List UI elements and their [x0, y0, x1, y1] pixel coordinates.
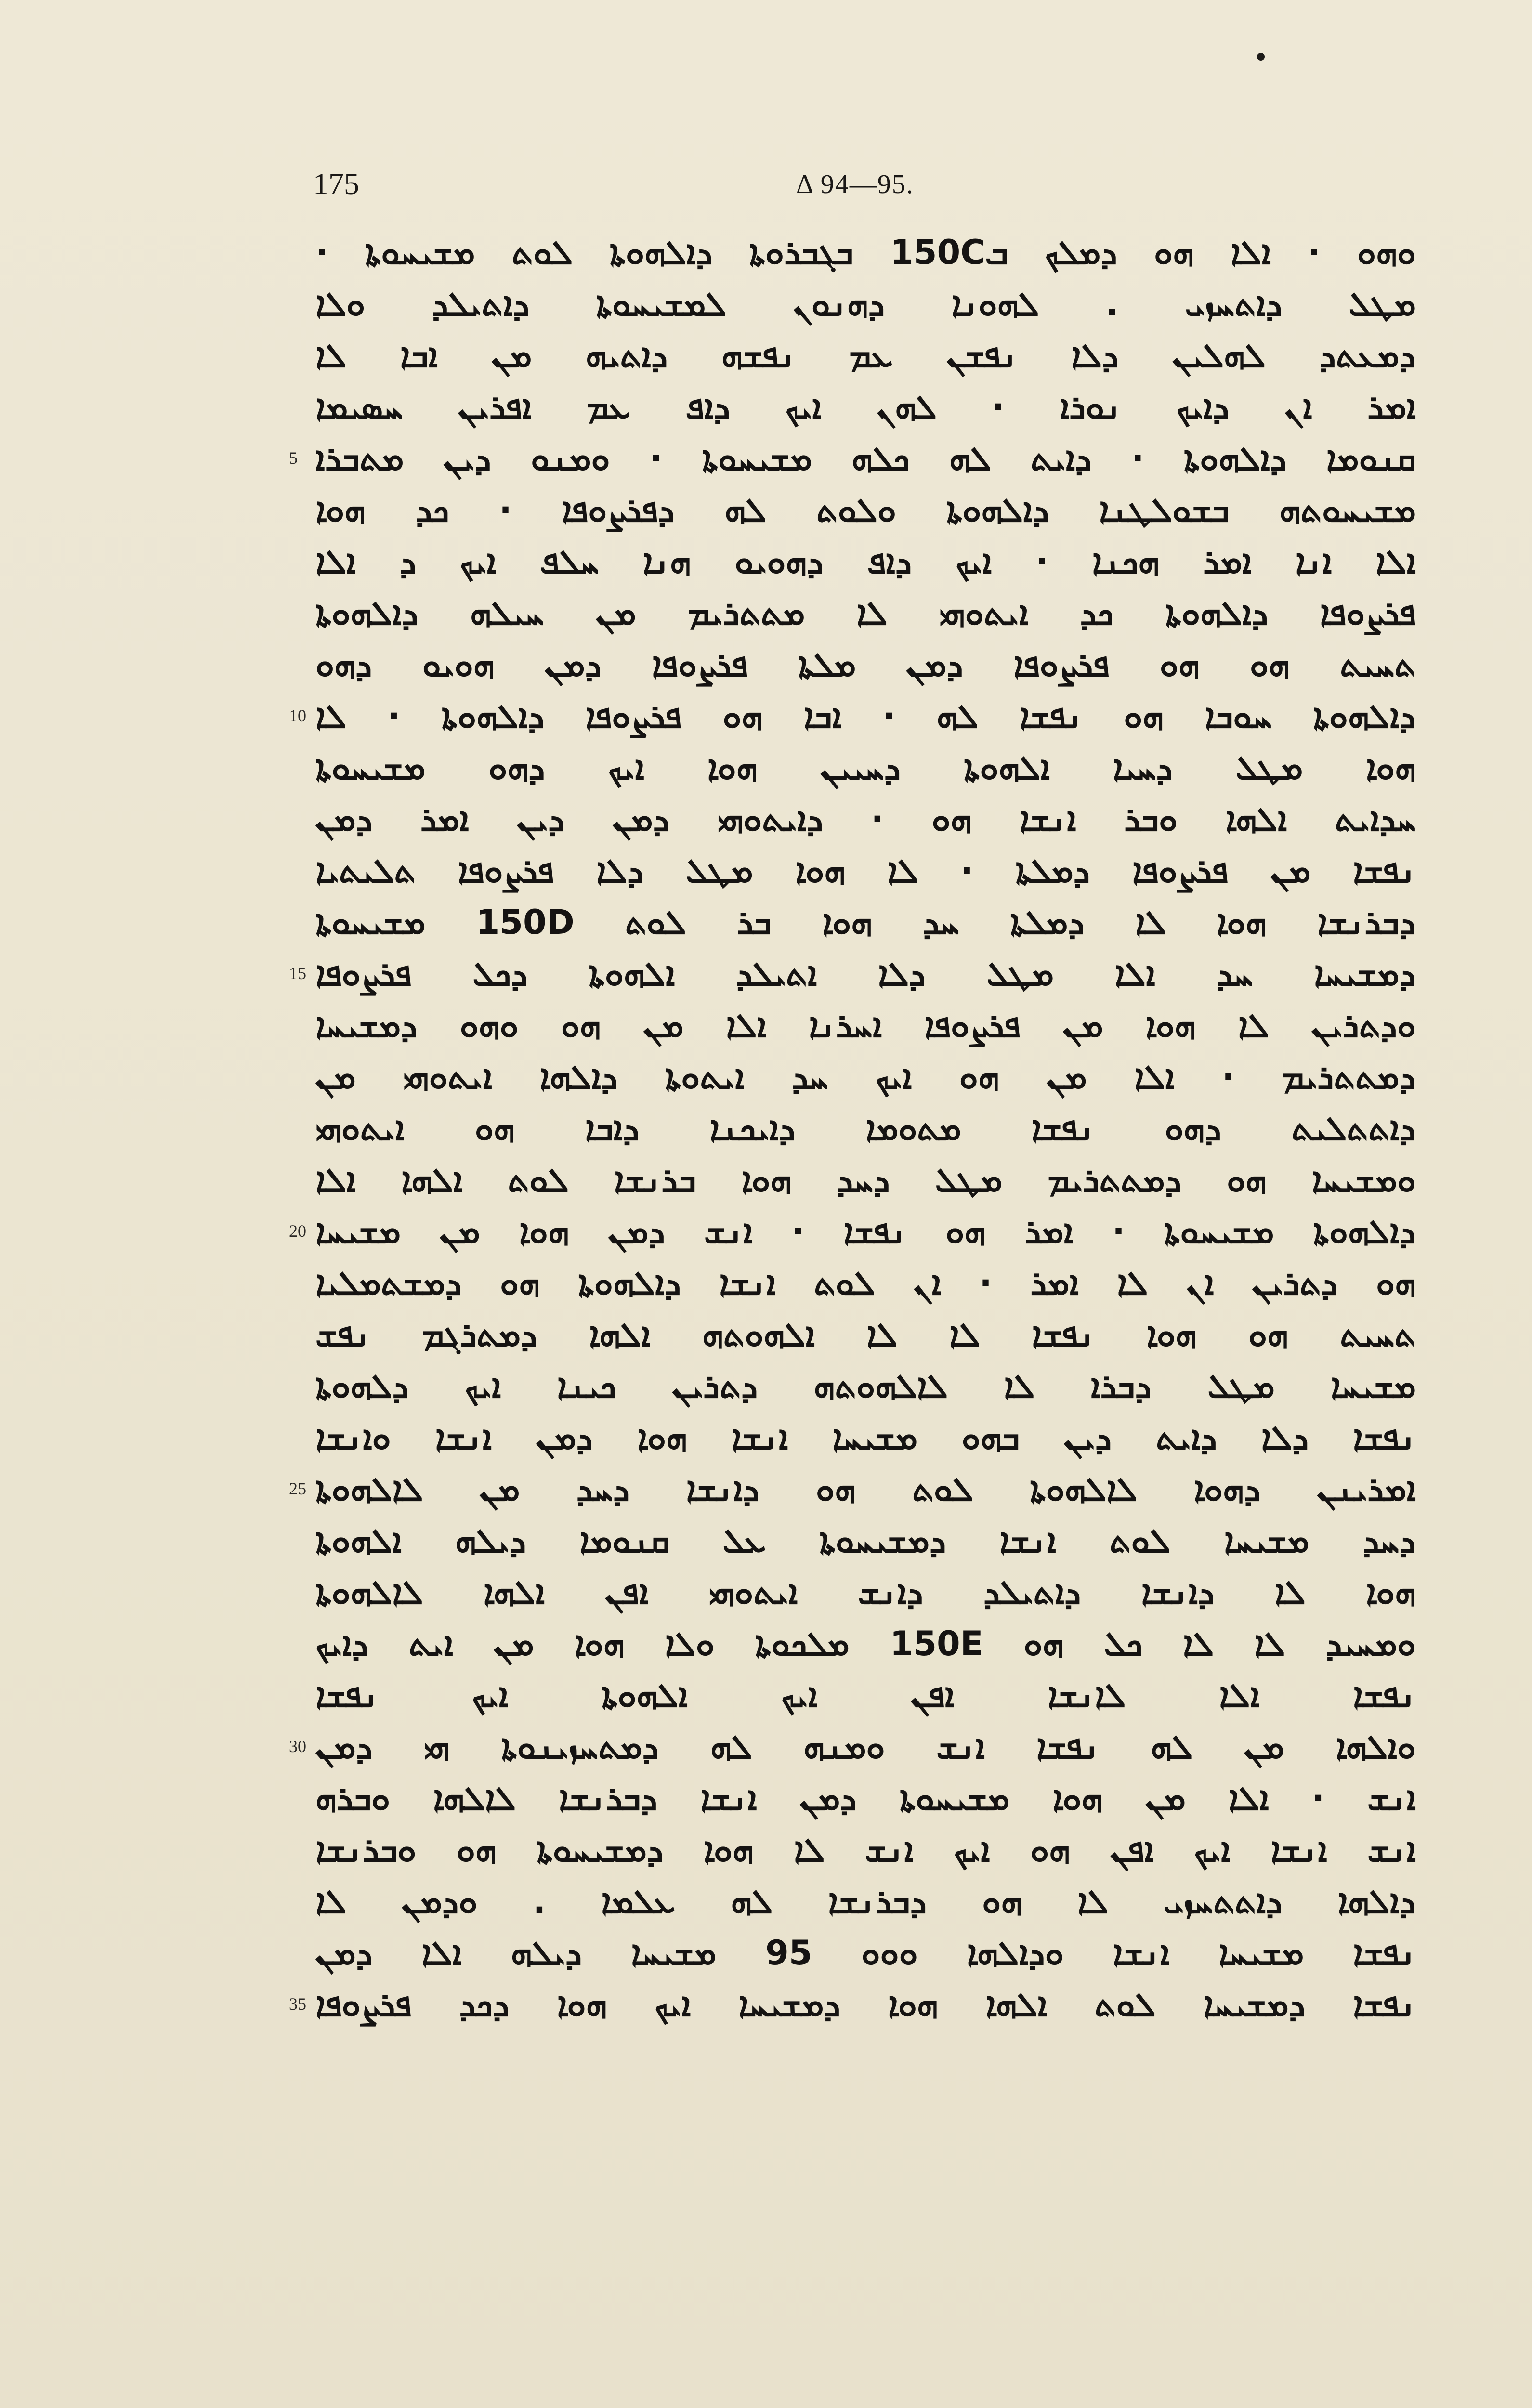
syriac-line-text: ܕܐܠܗܘܬܐ ܚܘܒܐ ܗܘ ܢܦܫܐ ܠܗ · ܐܒܐ ܗܘ ܦܪܨܘܦܐ ܕܐܠܗܘܬܐ · ܠܐ: [315, 696, 1416, 736]
syriac-line-text: ܐܠܐ ܐܢܐ ܐܡܪ ܗܟܢܐ · ܐܝܟ ܕܐܦ ܕܗܘܝܘ ܗܢܐ ܚܠܦ ܐܝܟ ܕ ܐܠܐ: [315, 542, 1416, 581]
syriac-line-text: ܐܡܪܝܢܢ ܕܗܘܐ ܠܐܠܗܘܬܐ ܠܘܬ ܗܘ ܕܐܢܫܐ ܕܚܕ ܡܢ ܠܐܠܗܘܬܐ: [315, 1469, 1416, 1509]
ink-speck: [1257, 53, 1265, 61]
syriac-line-text: ܘܡܚܝܕ ܠܐ ܠܐ ܟܠ ܗܘ 150E ܡܠܟܘܬܐ ܘܠܐ ܗܘܐ ܡܢ ܐܝܬ ܕܐܝܟ: [315, 1624, 1416, 1663]
syriac-line-text: ܘܕܬܪܝܢ ܠܐ ܗܘܐ ܡܢ ܦܪܨܘܦܐ ܐܚܪܢܐ ܐܠܐ ܡܢ ܗܘ ܘܗܘ ܕܡܫܝܚܐ: [315, 1006, 1416, 1045]
syriac-line-text: ܐܡܪ ܐܢ ܕܐܝܟ ܢܘܪܐ · ܠܗܢ ܐܝܟ ܕܐܦ ܥܡ ܐܦܪܝܢ ܚܣܝܡܐ: [315, 387, 1416, 427]
syriac-line-text: ܬܚܝܬ ܗܘ ܗܘ ܦܪܨܘܦܐ ܕܡܢ ܡܠܬܐ ܦܪܨܘܦܐ ܕܡܢ ܗܘܝܘ ܕܗܘ: [315, 645, 1416, 684]
syriac-line-text: ܕܐܬܬܠܝܬ ܕܗܘ ܢܦܫܐ ܡܬܘܡܐ ܕܐܝܟܢܐ ܕܐܒܐ ܗܘ ܐܝܬܘܗܝ: [315, 1109, 1416, 1148]
line-number: 35: [289, 1994, 306, 2014]
syriac-line-text: ܕܡܬܬܪܝܡ · ܐܠܐ ܡܢ ܗܘ ܐܝܟ ܚܕ ܐܝܬܘܬܐ ܕܐܠܗܐ ܐܝܬܘܗܝ ܡܢ: [315, 1057, 1416, 1097]
syriac-line-text: ܕܒܪܢܫܐ ܗܘܐ ܠܐ ܕܡܠܬܐ ܚܕ ܗܘܐ ܒܪ ܠܘܬ 150D ܡܫܝܚܘܬܐ: [315, 903, 1416, 942]
syriac-line-text: ܕܐܠܗܘܬܐ ܡܫܝܚܘܬܐ · ܐܡܪ ܗܘ ܢܦܫܐ · ܐܢܫ ܕܡܢ ܗܘܐ ܡܢ ܡܫܝܚܐ: [315, 1212, 1416, 1251]
text-line: [289, 1257, 1416, 1309]
syriac-line-text: ܢܦܫܐ ܡܫܝܚܐ ܐܢܫܐ ܘܕܐܠܗܐ ܘܘܘ 95 ܡܫܝܚܐ ܕܝܠܗ ܐܠܐ ܕܡܢ: [315, 1933, 1416, 1973]
syriac-line-text: ܢܦܫܐ ܡܢ ܦܪܨܘܦܐ ܕܡܠܬܐ · ܠܐ ܗܘܐ ܡܛܠ ܕܠܐ ܦܪܨܘܦܐ ܬܠܝܬܝܐ: [315, 851, 1416, 890]
text-line: [289, 1824, 1416, 1875]
line-number: 10: [289, 706, 306, 725]
text-line: [289, 484, 1416, 536]
line-number: 15: [289, 964, 306, 983]
syriac-line-text: ܡܫܝܚܘܬܗ ܒܫܘܠܛܢܐ ܕܐܠܗܘܬܐ ܘܠܘܬ ܠܗ ܕܦܪܨܘܦܐ · ܟܕ ܗܘܐ: [315, 490, 1416, 530]
line-number: 25: [289, 1479, 306, 1498]
text-line: [289, 1463, 1416, 1515]
text-line: [289, 1618, 1416, 1669]
text-line: [289, 1154, 1416, 1205]
syriac-line-text: ܘܗܘ · ܐܠܐ ܗܘ ܕܡܠܟ ܒ150C ܒܓܒܪܘܬܐ ܕܐܠܗܘܬܐ ܠܘܬ ܡܫܝܚܘܬܐ ·: [315, 233, 1416, 272]
text-line: [289, 1978, 1416, 2030]
page-number: 175: [313, 167, 359, 201]
text-line: [289, 639, 1416, 690]
syriac-line-text: ܕܐܠܗܐ ܕܐܬܬܚܙܝ ܠܐ ܗܘ ܕܒܪܢܫܐ ܠܗ ܥܠܡܐ . ܘܕܡܢ ܠܐ: [315, 1882, 1416, 1921]
text-line: [289, 381, 1416, 432]
syriac-line-text: ܚܕܐܝܬ ܐܠܗܐ ܘܒܪ ܐܢܫܐ ܗܘ · ܕܐܝܬܘܗܝ ܕܡܢ ܕܝܢ ܐܡܪ ܕܡܢ: [315, 799, 1416, 839]
text-line: [289, 536, 1416, 587]
text-line: [289, 690, 1416, 742]
text-line: [289, 793, 1416, 845]
page-header: [313, 166, 1416, 209]
syriac-line-text: ܕܚܕ ܡܫܝܚܐ ܠܘܬ ܐܢܫܐ ܕܡܫܝܚܘܬܐ ܥܠ ܩܢܘܡܐ ܕܝܠܗ ܐܠܗܘܬܐ: [315, 1521, 1416, 1560]
section-reference: Δ 94—95.: [796, 170, 914, 199]
text-line: [289, 587, 1416, 639]
syriac-line-text: ܦܪܨܘܦܐ ܕܐܠܗܘܬܐ ܟܕ ܐܝܬܘܗܝ ܠܐ ܡܬܬܪܝܡ ܡܢ ܚܝܠܗ ܕܐܠܗܘܬܐ: [315, 593, 1416, 633]
text-line: [289, 1515, 1416, 1566]
text-line: [289, 1721, 1416, 1772]
text-line: [289, 329, 1416, 381]
syriac-line-text: ܐܢܫ · ܐܠܐ ܡܢ ܗܘܐ ܡܫܝܚܘܬܐ ܕܡܢ ܐܢܫܐ ܕܒܪܢܫܐ ܠܐܠܗܐ ܘܒܪܗ: [315, 1779, 1416, 1818]
line-number: 5: [289, 448, 298, 468]
syriac-line-text: ܕܡܫܝܚܐ ܚܕ ܐܠܐ ܡܛܠ ܕܠܐ ܐܬܝܠܕ ܐܠܗܘܬܐ ܕܟܠ ܦܪܨܘܦܐ: [315, 954, 1416, 994]
syriac-line-text: ܡܫܝܚܐ ܡܛܠ ܕܒܪܐ ܠܐ ܠܐܠܗܘܬܗ ܕܬܪܝܢ ܟܝܢܐ ܐܝܟ ܕܠܗܘܬܐ: [315, 1366, 1416, 1406]
syriac-line-text: ܘܐܠܗܐ ܡܢ ܠܗ ܢܦܫܐ ܐܢܫ ܘܡܢܗ ܠܗ ܕܡܬܚܙܝܢܘܬܐ ܗܝ ܕܡܢ: [315, 1727, 1416, 1767]
text-line: [289, 896, 1416, 948]
text-line: [289, 1102, 1416, 1154]
text-line: [289, 1412, 1416, 1463]
syriac-line-text: ܐܢܫ ܐܢܫܐ ܐܝܟ ܐܦܢ ܗܘ ܐܝܟ ܐܢܫ ܠܐ ܗܘܐ ܕܡܫܝܚܘܬܐ ܗܘ ܘܒܪܢܫܐ: [315, 1830, 1416, 1870]
text-line: [289, 1772, 1416, 1824]
syriac-line-text: ܢܦܫܐ ܐܠܐ ܠܐܢܫܐ ܐܦܢ ܐܝܟ ܐܠܗܘܬܐ ܐܝܟ ܢܦܫܐ: [315, 1675, 1416, 1715]
line-number: 30: [289, 1737, 306, 1756]
text-line: [289, 1927, 1416, 1978]
syriac-line-text: ܬܚܝܬ ܗܘ ܗܘܐ ܢܦܫܐ ܠܐ ܠܐ ܐܠܗܘܬܗ ܐܠܗܐ ܕܡܬܪܓܡ ܢܦܫ: [315, 1315, 1416, 1354]
text-line: [289, 1669, 1416, 1721]
syriac-line-text: ܡܛܠ ܕܐܬܚܙܝ . ܠܗܘܢܐ ܕܗܢܘܢ ܠܡܫܝܚܘܬܐ ܕܐܬܝܠܕ ܘܠܐ: [315, 284, 1416, 324]
text-line: [289, 742, 1416, 793]
syriac-line-text: ܩܢܘܡܐ ܕܐܠܗܘܬܐ · ܕܐܝܬ ܠܗ ܟܠܗ ܡܫܝܚܘܬܐ · ܘܡܢܘ ܕܝܢ ܡܬܒܪܐ: [315, 439, 1416, 478]
syriac-line-text: ܢܦܫܐ ܕܡܫܝܚܐ ܠܘܬ ܐܠܗܐ ܗܘܐ ܕܡܫܝܚܐ ܐܝܟ ܗܘܐ ܕܟܕ ܦܪܨܘܦܐ: [315, 1985, 1416, 2024]
syriac-line-text: ܗܘ ܕܬܪܝܢ ܐܢ ܠܐ ܐܡܪ · ܐܢ ܠܘܬ ܐܢܫܐ ܕܐܠܗܘܬܐ ܗܘ ܕܡܫܬܡܠܝܐ: [315, 1263, 1416, 1303]
line-number: 20: [289, 1221, 306, 1241]
text-line: [289, 999, 1416, 1051]
text-line: [289, 278, 1416, 329]
text-line: [289, 432, 1416, 484]
syriac-text-block: [289, 226, 1416, 2030]
text-line: [289, 1051, 1416, 1102]
text-line: [289, 226, 1416, 278]
text-line: [289, 948, 1416, 999]
syriac-line-text: ܕܡܥܬܕ ܠܗܠܝܢ ܕܠܐ ܢܦܫܢ ܥܡ ܢܦܫܗ ܕܐܬܝܗ ܡܢ ܐܒܐ ܠܐ: [315, 336, 1416, 375]
text-line: [289, 845, 1416, 896]
text-line: [289, 1566, 1416, 1618]
syriac-line-text: ܗܘܐ ܠܐ ܕܐܢܫܐ ܕܐܬܝܠܕ ܕܐܢܫ ܐܝܬܘܗܝ ܐܦܢ ܐܠܗܐ ܠܐܠܗܘܬܐ: [315, 1572, 1416, 1612]
text-line: [289, 1875, 1416, 1927]
syriac-line-text: ܗܘܐ ܡܛܠ ܕܚܝܐ ܐܠܗܘܬܐ ܕܚܝܝܢ ܗܘܐ ܐܝܟ ܕܗܘ ܡܫܝܚܘܬܐ: [315, 748, 1416, 787]
syriac-line-text: ܘܡܫܝܚܐ ܗܘ ܕܡܬܬܪܝܡ ܡܛܠ ܕܚܕ ܗܘܐ ܒܪܢܫܐ ܠܘܬ ܐܠܗܐ ܐܠܐ: [315, 1160, 1416, 1200]
text-line: [289, 1309, 1416, 1360]
text-line: [289, 1205, 1416, 1257]
syriac-line-text: ܢܦܫܐ ܕܠܐ ܕܐܝܬ ܕܝܢ ܒܗܘ ܡܫܝܚܐ ܐܢܫܐ ܗܘܐ ܕܡܢ ܐܢܫܐ ܘܐܢܫܐ: [315, 1418, 1416, 1457]
text-line: [289, 1360, 1416, 1412]
